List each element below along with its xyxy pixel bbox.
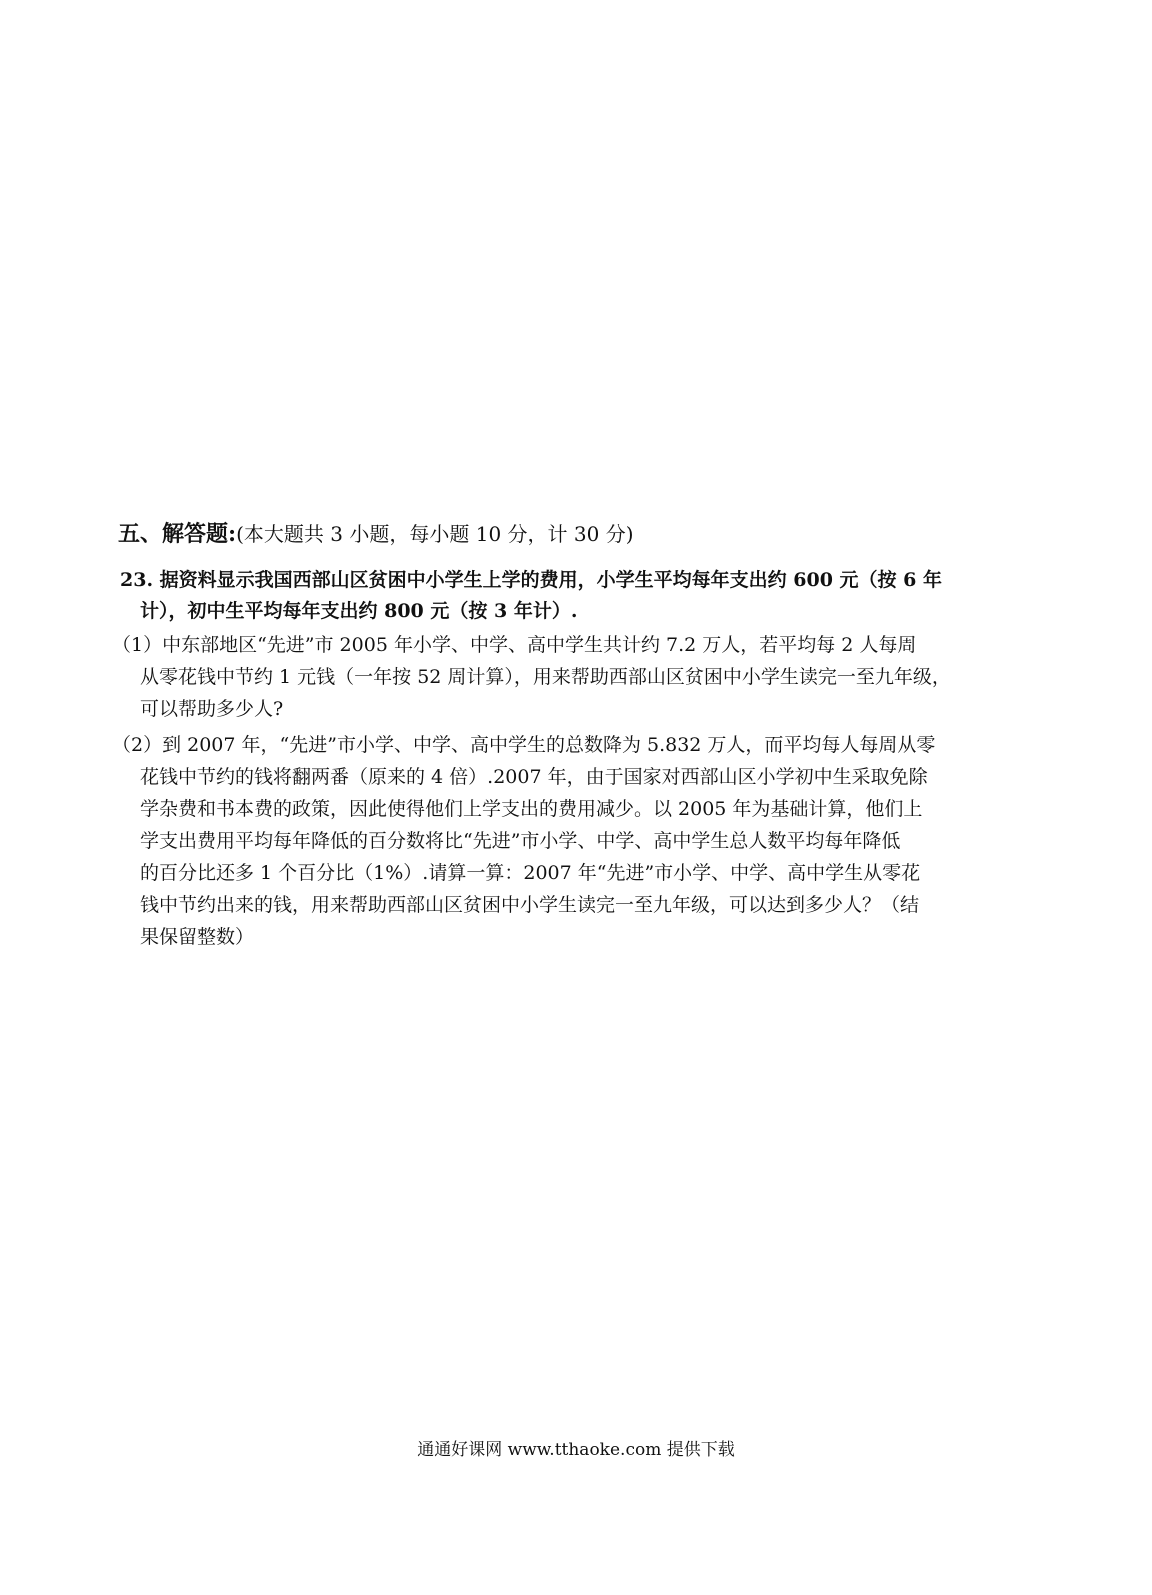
question-stem-line: 计），初中生平均每年支出约 800 元（按 3 年计）.	[140, 600, 578, 622]
part-2-line: 的百分比还多 1 个百分比（1%）.请算一算：2007 年“先进”市小学、中学、高中学生从零花	[140, 862, 921, 884]
part-2-line: 学支出费用平均每年降低的百分数将比“先进”市小学、中学、高中学生总人数平均每年降低	[140, 830, 901, 852]
part-2-line: 学杂费和书本费的政策，因此使得他们上学支出的费用减少。以 2005 年为基础计算，他们上	[140, 798, 923, 820]
section-note: (本大题共 3 小题，每小题 10 分，计 30 分)	[236, 522, 634, 546]
question-part-1	[112, 629, 1032, 725]
part-2-line: 花钱中节约的钱将翻两番（原来的 4 倍）.2007 年，由于国家对西部山区小学初中生采取免除	[140, 766, 928, 788]
part-1-line: 从零花钱中节约 1 元钱（一年按 52 周计算），用来帮助西部山区贫困中小学生读完一至九年级，	[140, 666, 951, 688]
part-1-line: （1）中东部地区“先进”市 2005 年小学、中学、高中学生共计约 7.2 万人，若平均每 2 人每周	[112, 634, 917, 656]
question-part-2	[112, 729, 1032, 953]
section-title: 五、解答题:	[118, 521, 237, 547]
section-header	[118, 519, 634, 549]
part-1-line: 可以帮助多少人?	[140, 698, 284, 720]
question-stem-line: 23. 据资料显示我国西部山区贫困中小学生上学的费用，小学生平均每年支出约 600 元（按 6 年	[120, 569, 943, 591]
part-2-line: 钱中节约出来的钱，用来帮助西部山区贫困中小学生读完一至九年级，可以达到多少人？（结	[140, 894, 920, 916]
question-23-stem	[120, 565, 1032, 627]
part-2-line: 果保留整数）	[140, 926, 255, 948]
page-footer: 通通好课网 www.tthaoke.com 提供下载	[417, 1440, 735, 1460]
part-2-line: （2）到 2007 年，“先进”市小学、中学、高中学生的总数降为 5.832 万人，而平均每人每周从零	[112, 734, 936, 756]
